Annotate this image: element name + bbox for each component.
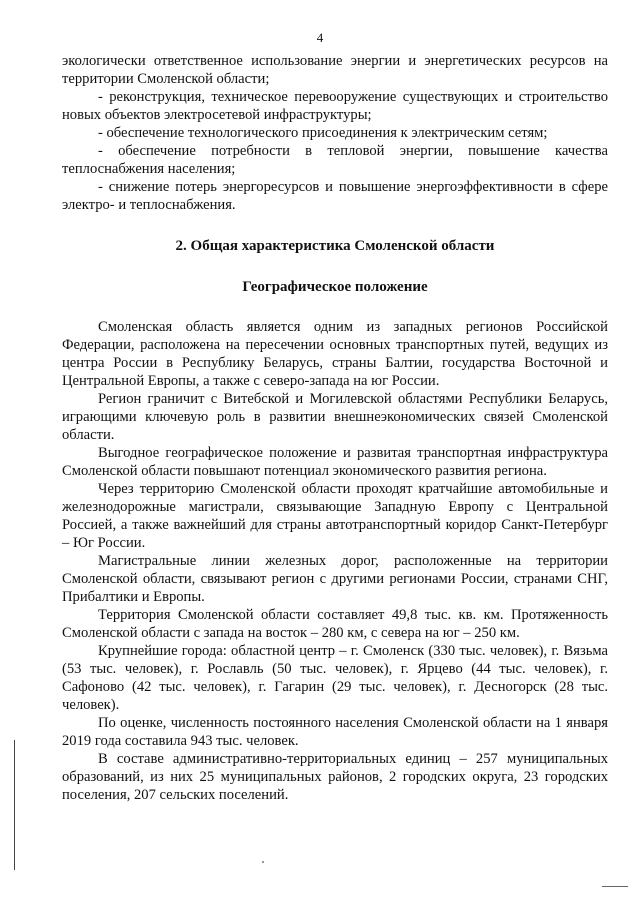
body-paragraph-7: Крупнейшие города: областной центр – г. Смоленск (330 тыс. человек), г. Вязьма (53 тыс. человек), г. Рославль (50 тыс. человек), г. Ярцево (44 тыс. человек), г. Сафоново (42 тыс. человек), г. Гагарин (29 тыс. человек), г. Десногорск (28 тыс. человек). bbox=[62, 643, 608, 713]
body-paragraph-2: Регион граничит с Витебской и Могилевской областями Республики Беларусь, играющими ключевую роль в развитии внешнеэкономических связей Смоленской области. bbox=[62, 391, 608, 443]
page-number: 4 bbox=[316, 30, 324, 45]
intro-list-item-3: - обеспечение потребности в тепловой энергии, повышение качества теплоснабжения населения; bbox=[62, 143, 608, 177]
body-paragraph-3: Выгодное географическое положение и развитая транспортная инфраструктура Смоленской области повышают потенциал экономического развития региона. bbox=[62, 445, 608, 479]
scan-corner-mark bbox=[602, 886, 628, 887]
body-paragraph-8: По оценке, численность постоянного населения Смоленской области на 1 января 2019 года составила 943 тыс. человек. bbox=[62, 715, 608, 749]
scan-margin-line bbox=[14, 740, 15, 870]
subsection-heading: Географическое положение bbox=[242, 279, 428, 295]
intro-list-item-1: - реконструкция, техническое перевооружение существующих и строительство новых объектов электросетевой инфраструктуры; bbox=[62, 89, 608, 123]
body-paragraph-4: Через территорию Смоленской области проходят кратчайшие автомобильные и железнодорожные магистрали, связывающие Западную Европу с Центральной Россией, а также важнейший для страны автотранспортный коридор Санкт-Петербург – Юг России. bbox=[62, 481, 608, 551]
intro-list-item-2: - обеспечение технологического присоединения к электрическим сетям; bbox=[98, 125, 548, 141]
section-heading: 2. Общая характеристика Смоленской области bbox=[175, 238, 495, 254]
body-paragraph-1: Смоленская область является одним из западных регионов Российской Федерации, расположена на пересечении основных транспортных путей, ведущих из центра России в Республику Беларусь, страны Балтии, государства Восточной и Центральной Европы, а также с северо-запада на юг России. bbox=[62, 319, 608, 389]
intro-paragraph-1: экологически ответственное использование энергии и энергетических ресурсов на территории Смоленской области; bbox=[62, 53, 608, 87]
document-body bbox=[62, 52, 608, 804]
body-paragraph-6: Территория Смоленской области составляет 49,8 тыс. кв. км. Протяженность Смоленской области с запада на восток – 280 км, с севера на юг – 250 км. bbox=[62, 607, 608, 641]
scan-dot-mark bbox=[262, 861, 264, 863]
body-paragraph-9: В составе административно-территориальных единиц – 257 муниципальных образований, из них 25 муниципальных районов, 2 городских округа, 23 городских поселения, 207 сельских поселений. bbox=[62, 751, 608, 803]
intro-list-item-4: - снижение потерь энергоресурсов и повышение энергоэффективности в сфере электро- и теплоснабжения. bbox=[62, 179, 608, 213]
body-paragraph-5: Магистральные линии железных дорог, расположенные на территории Смоленской области, связывают регион с другими регионами России, странами СНГ, Прибалтики и Европы. bbox=[62, 553, 608, 605]
